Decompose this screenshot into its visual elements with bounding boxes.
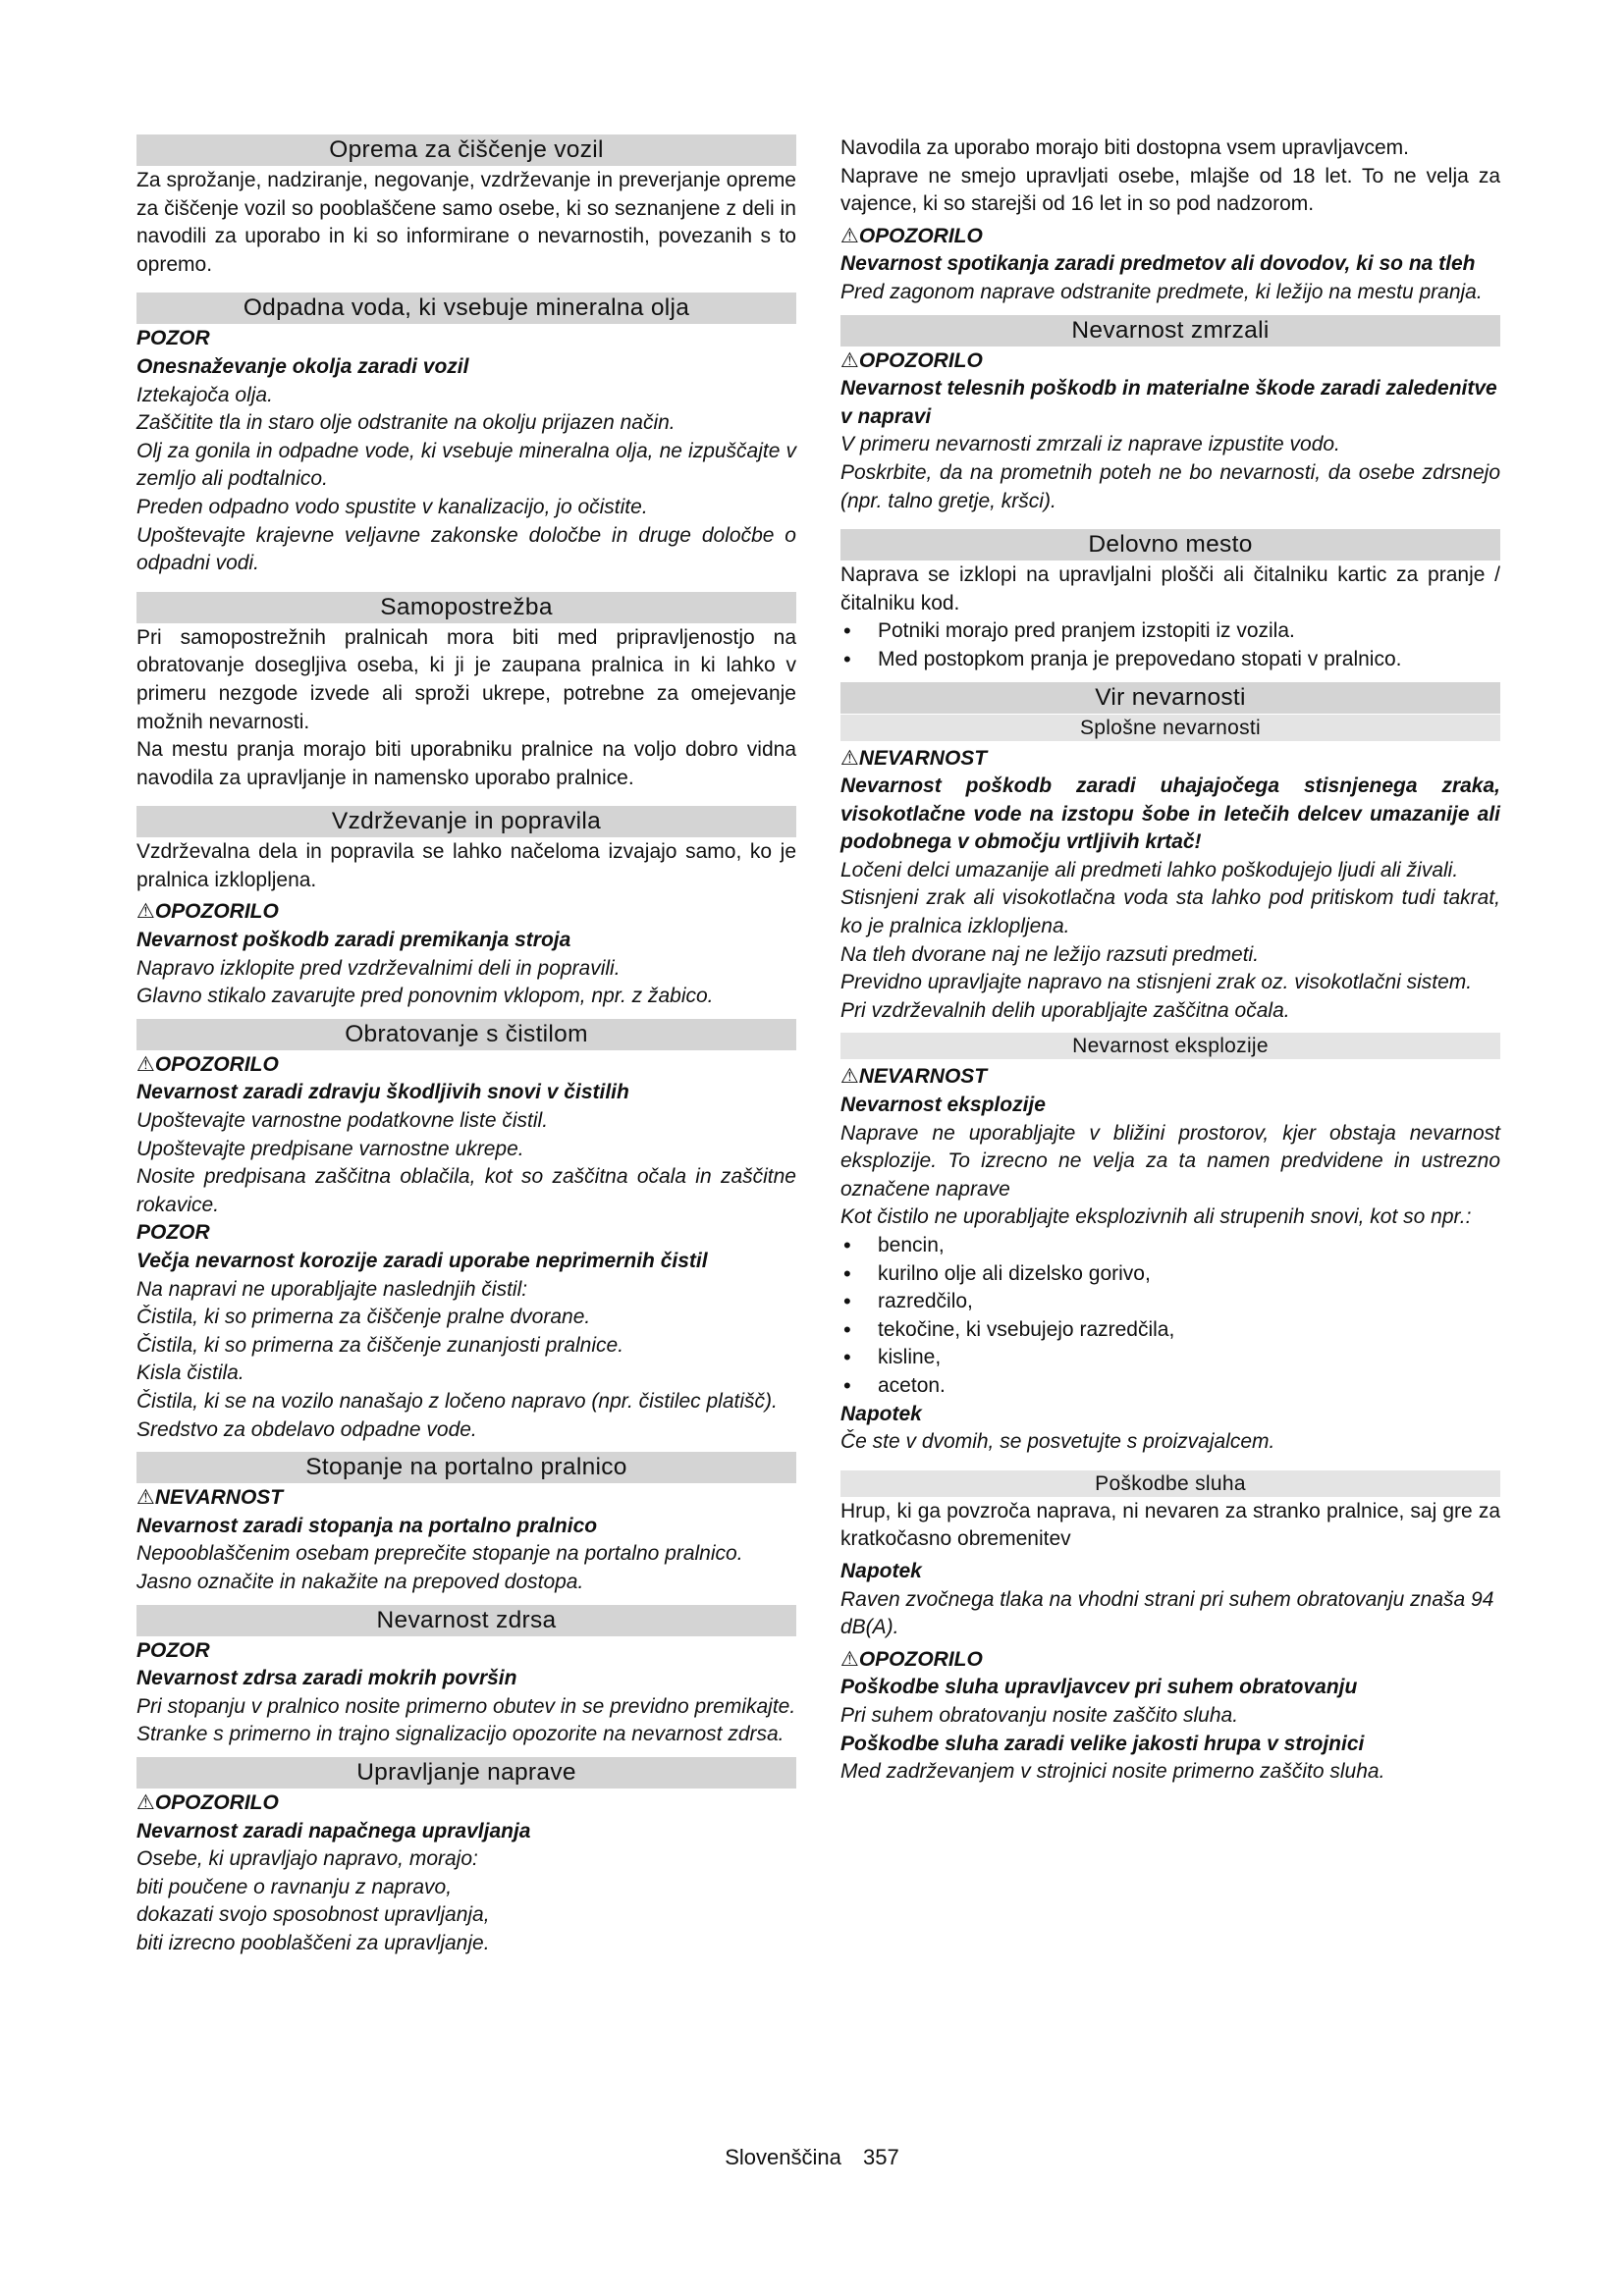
section-heading: Nevarnost zdrsa (136, 1605, 796, 1636)
bullet-list (840, 1232, 1500, 1401)
note-text: Raven zvočnega tlaka na vhodni strani pri suhem obratovanju znaša 94 dB(A). (840, 1587, 1494, 1639)
instruction-line: Ločeni delci umazanije ali predmeti lahko poškodujejo ljudi ali živali. (840, 858, 1459, 881)
instruction-line: Pri vzdrževalnih delih uporabljajte zaščitna očala. (840, 998, 1290, 1022)
section-heading: Samopostrežba (136, 592, 796, 623)
list-item: • Potniki morajo pred pranjem izstopiti iz vozila. (840, 617, 1500, 646)
instruction-line: Preden odpadno vodo spustite v kanalizacijo, jo očistite. (136, 495, 648, 518)
list-item: • razredčilo, (840, 1288, 1500, 1316)
signal-word: ⚠NEVARNOST (136, 1486, 284, 1510)
instruction-line: Na napravi ne uporabljajte naslednjih čistil: (136, 1277, 528, 1301)
hazard-title: Poškodbe sluha upravljavcev pri suhem obratovanju (840, 1676, 1358, 1699)
list-item: • aceton. (840, 1372, 1500, 1401)
subsection-heading: Poškodbe sluha (840, 1470, 1500, 1497)
note-label: Napotek (840, 1402, 922, 1425)
instruction-line: Med zadrževanjem v strojnici nosite primerno zaščito sluha. (840, 1760, 1385, 1784)
left-column (136, 134, 796, 1957)
hazard-title: Nevarnost zaradi zdravju škodljivih snovi v čistilih (136, 1081, 629, 1104)
section-sluh (840, 1470, 1500, 1787)
paragraph: Na mestu pranja morajo biti uporabniku pralnice na voljo dobro vidna navodila za upravljanje in namensko uporabo pralnice. (136, 738, 796, 789)
section-heading: Upravljanje naprave (136, 1757, 796, 1789)
signal-word: ⚠OPOZORILO (136, 1790, 279, 1814)
section-upravljanje (136, 1757, 796, 1958)
list-item: • bencin, (840, 1232, 1500, 1260)
instruction-line: Kisla čistila. (136, 1362, 244, 1385)
instruction-line: Pri suhem obratovanju nosite zaščito sluha. (840, 1703, 1239, 1727)
instruction-line: Poskrbite, da na prometnih poteh ne bo nevarnosti, da osebe zdrsnejo (npr. talno gretje, kršci). (840, 460, 1500, 512)
section-heading: Delovno mesto (840, 529, 1500, 561)
instruction-line: dokazati svojo sposobnost upravljanja, (136, 1903, 490, 1927)
instruction-line: Previdno upravljajte napravo na stisnjeni zrak oz. visokotlačni sistem. (840, 971, 1473, 994)
instruction-line: Iztekajoča olja. (136, 383, 273, 406)
hazard-title: Nevarnost zaradi stopanja na portalno pralnico (136, 1514, 598, 1537)
instruction-line: biti izrecno pooblaščeni za upravljanje. (136, 1931, 490, 1954)
section-oprema (136, 134, 796, 279)
hazard-title: Onesnaževanje okolja zaradi vozil (136, 354, 469, 378)
paragraph: Za sprožanje, nadziranje, negovanje, vzdrževanje in preverjanje opreme za čiščenje vozil so pooblaščene samo osebe, ki so seznanjene z deli in navodili za uporabo in ki so informirane o nevarnostih, povezanih s to opremo. (136, 169, 796, 276)
section-vir-nevarnosti (840, 682, 1500, 1026)
list-item: • tekočine, ki vsebujejo razredčila, (840, 1316, 1500, 1345)
page-number: 357 (863, 2145, 899, 2169)
signal-word: ⚠OPOZORILO (136, 1052, 279, 1076)
paragraph: Navodila za uporabo morajo biti dostopna vsem upravljavcem. (840, 136, 1409, 159)
section-delovno-mesto (840, 529, 1500, 673)
bullet-list (840, 617, 1500, 673)
paragraph: Pri samopostrežnih pralnicah mora biti med pripravljenostjo na obratovanje dosegljiva oseba, ki ji je zaupana pralnica in ki lahko v primeru nezgode izvede ali sproži ukrepe, potrebne za omejevanje možnih nevarnosti. (136, 625, 796, 733)
section-stopanje (136, 1452, 796, 1596)
hazard-title: Nevarnost telesnih poškodb in materialne škode zaradi zaledenitve v napravi (840, 377, 1497, 428)
list-item: • kurilno olje ali dizelsko gorivo, (840, 1260, 1500, 1289)
paragraph: Naprava se izklopi na upravljalni plošči ali čitalniku kartic za pranje / čitalniku kod. (840, 563, 1500, 614)
section-vzdrzevanje (136, 806, 796, 1011)
hazard-title: Nevarnost zdrsa zaradi mokrih površin (136, 1667, 517, 1690)
signal-word: ⚠OPOZORILO (840, 224, 983, 247)
subsection-heading: Splošne nevarnosti (840, 715, 1500, 741)
instruction-line: Čistila, ki se na vozilo nanašajo z ločeno napravo (npr. čistilec platišč). (136, 1389, 778, 1413)
instruction-line: Pri stopanju v pralnico nosite primerno obutev in se previdno premikajte. (136, 1694, 796, 1718)
hazard-title: Nevarnost eksplozije (840, 1094, 1046, 1117)
section-heading: Odpadna voda, ki vsebuje mineralna olja (136, 293, 796, 324)
signal-word: POZOR (136, 1221, 210, 1245)
right-column (840, 134, 1500, 1787)
section-heading: Stopanje na portalno pralnico (136, 1452, 796, 1483)
section-heading: Vir nevarnosti (840, 682, 1500, 714)
hazard-title: Poškodbe sluha zaradi velike jakosti hrupa v strojnici (840, 1732, 1365, 1755)
paragraph: Vzdrževalna dela in popravila se lahko načeloma izvajajo samo, ko je pralnica izklopljena. (136, 840, 796, 891)
section-heading: Vzdrževanje in popravila (136, 806, 796, 837)
hazard-title: Nevarnost poškodb zaradi premikanja stroja (136, 929, 571, 952)
section-intro (840, 134, 1500, 307)
instruction-line: Stranke s primerno in trajno signalizacijo opozorite na nevarnost zdrsa. (136, 1723, 785, 1746)
footer-language: Slovenščina (725, 2145, 841, 2169)
section-eksplozija (840, 1033, 1500, 1456)
note-text: Če ste v dvomih, se posvetujte s proizvajalcem. (840, 1430, 1275, 1454)
instruction-line: Čistila, ki so primerna za čiščenje zunanjosti pralnice. (136, 1333, 624, 1357)
section-heading: Obratovanje s čistilom (136, 1019, 796, 1050)
hazard-title: Večja nevarnost korozije zaradi uporabe neprimernih čistil (136, 1250, 708, 1272)
signal-word: ⚠OPOZORILO (136, 900, 279, 924)
instruction-line: Naprave ne uporabljajte v bližini prostorov, kjer obstaja nevarnost eksplozije. To izrecno ne velja za ta namen predvidene in ustrezno označene naprave (840, 1121, 1500, 1201)
instruction-line: Sredstvo za obdelavo odpadne vode. (136, 1417, 477, 1441)
list-item: • Med postopkom pranja je prepovedano stopati v pralnico. (840, 646, 1500, 674)
instruction-line: Upoštevajte krajevne veljavne zakonske določbe in druge določbe o odpadni vodi. (136, 523, 796, 575)
signal-word: ⚠OPOZORILO (840, 348, 983, 372)
signal-word: ⚠OPOZORILO (840, 1647, 983, 1671)
instruction-line: Na tleh dvorane naj ne ležijo razsuti predmeti. (840, 942, 1260, 966)
section-zmrzali (840, 315, 1500, 516)
instruction-line: Osebe, ki upravljajo napravo, morajo: (136, 1847, 478, 1871)
section-zdrs (136, 1605, 796, 1749)
instruction-line: biti poučene o ravnanju z napravo, (136, 1875, 453, 1898)
section-cistilo (136, 1019, 796, 1444)
instruction-line: Zaščitite tla in staro olje odstranite na okolju prijazen način. (136, 411, 676, 435)
instruction-line: Upoštevajte varnostne podatkovne liste čistil. (136, 1109, 549, 1133)
signal-word: POZOR (136, 1638, 210, 1662)
list-item: • kisline, (840, 1344, 1500, 1372)
paragraph: Hrup, ki ga povzroča naprava, ni nevaren za stranko pralnice, saj gre za kratkočasno obremenitev (840, 1499, 1500, 1551)
section-samopostrezba (136, 592, 796, 793)
hazard-title: Nevarnost spotikanja zaradi predmetov ali dovodov, ki so na tleh (840, 252, 1476, 276)
instruction-line: Stisnjeni zrak ali visokotlačna voda sta lahko pod pritiskom tudi takrat, ko je pralnica izklopljena. (840, 886, 1500, 938)
page-footer (0, 2145, 1624, 2170)
subsection-heading: Nevarnost eksplozije (840, 1033, 1500, 1059)
signal-word: ⚠NEVARNOST (840, 1065, 988, 1089)
instruction-line: Upoštevajte predpisane varnostne ukrepe. (136, 1137, 524, 1160)
instruction-line: V primeru nevarnosti zmrzali iz naprave izpustite vodo. (840, 433, 1340, 456)
section-odpadna-voda (136, 293, 796, 577)
section-heading: Oprema za čiščenje vozil (136, 134, 796, 166)
note-label: Napotek (840, 1559, 922, 1582)
hazard-title: Nevarnost poškodb zaradi uhajajočega stisnjenega zraka, visokotlačne vode na izstopu šobe in letečih delcev umazanije ali podobnega v območju vrtljivih krtač! (840, 774, 1500, 854)
instruction-line: Nepooblaščenim osebam preprečite stopanje na portalno pralnico. (136, 1542, 743, 1566)
instruction-line: Nosite predpisana zaščitna oblačila, kot so zaščitna očala in zaščitne rokavice. (136, 1165, 796, 1216)
instruction-line: Jasno označite in nakažite na prepoved dostopa. (136, 1570, 584, 1593)
instruction-line: Napravo izklopite pred vzdrževalnimi deli in popravili. (136, 956, 621, 980)
instruction-line: Glavno stikalo zavarujte pred ponovnim vklopom, npr. z žabico. (136, 985, 714, 1008)
instruction-line: Čistila, ki so primerna za čiščenje pralne dvorane. (136, 1306, 591, 1329)
signal-word: ⚠NEVARNOST (840, 746, 988, 770)
section-heading: Nevarnost zmrzali (840, 315, 1500, 347)
paragraph: Naprave ne smejo upravljati osebe, mlajše od 18 let. To ne velja za vajence, ki so starejši od 16 let in so pod nadzorom. (840, 164, 1500, 216)
instruction-line: Olj za gonila in odpadne vode, ki vsebuje mineralna olja, ne izpuščajte v zemljo ali podtalnico. (136, 439, 796, 491)
signal-word: POZOR (136, 327, 210, 350)
hazard-title: Nevarnost zaradi napačnega upravljanja (136, 1819, 531, 1842)
instruction-line: Pred zagonom naprave odstranite predmete, ki ležijo na mestu pranja. (840, 280, 1483, 303)
instruction-line: Kot čistilo ne uporabljajte eksplozivnih ali strupenih snovi, kot so npr.: (840, 1205, 1472, 1229)
